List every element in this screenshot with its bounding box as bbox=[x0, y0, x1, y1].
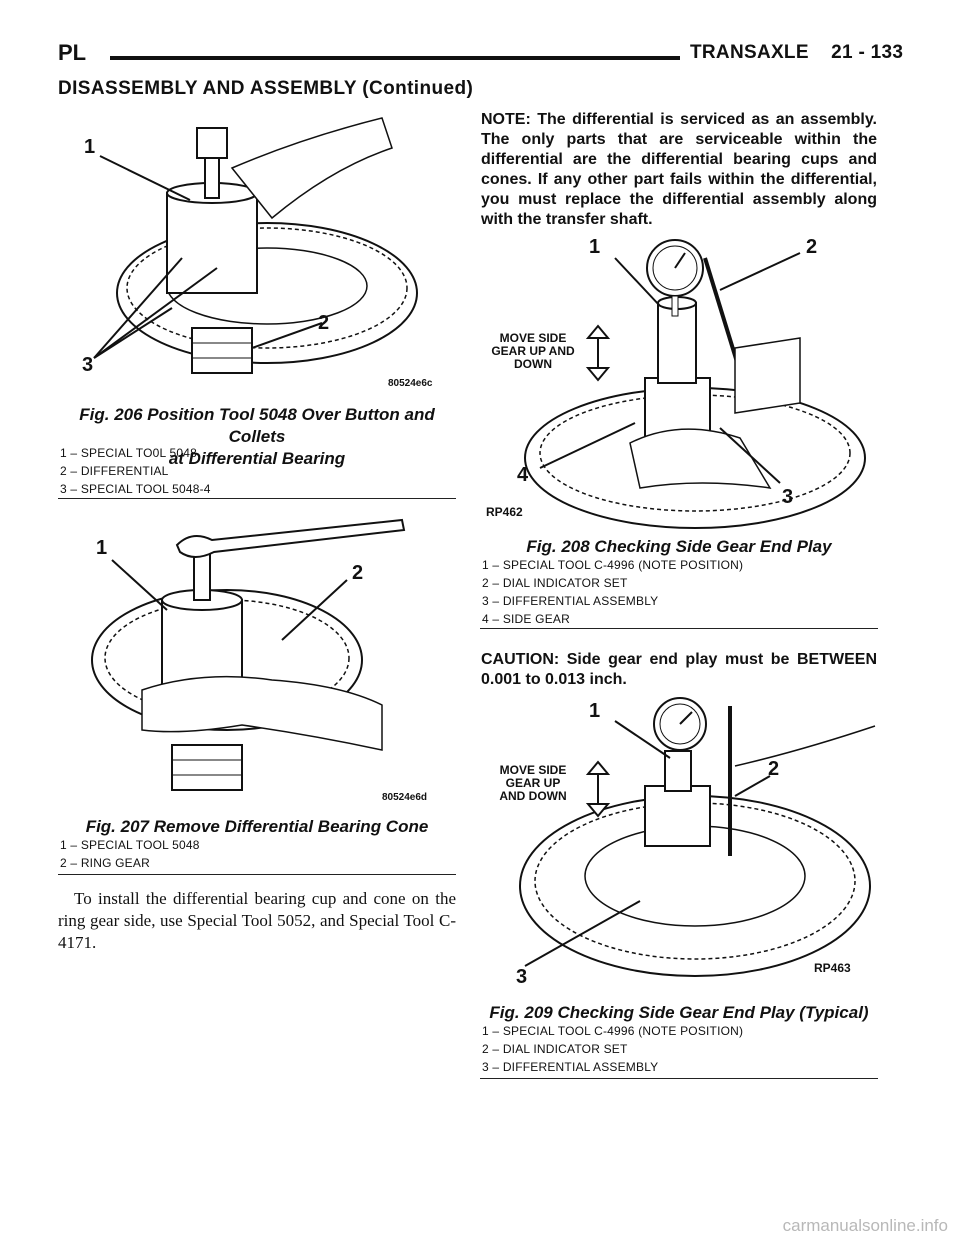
fig206-callout-2: 2 bbox=[318, 312, 330, 334]
fig208-callout-3: 3 bbox=[782, 486, 794, 508]
note-paragraph: NOTE: The differential is serviced as an assembly. The only parts that are serviceable within the differential are the differential bearing cups and cones. If any other part fails within the differential, you must replace the differential assembly along with the transfer shaft. bbox=[481, 111, 877, 228]
fig209-callout-1: 1 bbox=[589, 700, 601, 722]
fig209-annotation-line: GEAR UP bbox=[505, 776, 561, 790]
fig206-code: 80524e6c bbox=[388, 378, 433, 389]
fig206-callout-3: 3 bbox=[82, 354, 94, 376]
fig208-legend-item: 2 – DIAL INDICATOR SET bbox=[482, 576, 628, 590]
fig208-callout-2: 2 bbox=[806, 236, 818, 258]
fig208-code: RP462 bbox=[486, 505, 523, 519]
fig206-legend-item: 1 – SPECIAL TO0L 5048 bbox=[60, 446, 197, 460]
fig206-caption-line2: at Differential Bearing bbox=[168, 449, 346, 468]
fig209-callout-3: 3 bbox=[516, 966, 528, 988]
header-rule bbox=[110, 56, 680, 60]
fig208-legend-item: 4 – SIDE GEAR bbox=[482, 612, 570, 626]
header-left-label: PL bbox=[58, 40, 87, 65]
fig208-illustration bbox=[480, 228, 880, 528]
fig209-legend-item: 2 – DIAL INDICATOR SET bbox=[482, 1042, 628, 1056]
fig206-legend-item: 3 – SPECIAL TOOL 5048-4 bbox=[60, 482, 211, 496]
fig209-code: RP463 bbox=[814, 961, 851, 975]
fig206-callout-1: 1 bbox=[84, 136, 96, 158]
fig209-annotation-line: MOVE SIDE bbox=[499, 763, 567, 777]
fig207-illustration bbox=[82, 520, 442, 805]
fig209-caption: Fig. 209 Checking Side Gear End Play (Typical) bbox=[489, 1003, 869, 1022]
fig208-annotation-line: GEAR UP AND bbox=[491, 344, 575, 358]
fig207-code: 80524e6d bbox=[382, 792, 428, 803]
fig207-legend-item: 2 – RING GEAR bbox=[60, 856, 150, 870]
fig209-illustration bbox=[480, 696, 880, 996]
section-title: DISASSEMBLY AND ASSEMBLY (Continued) bbox=[58, 78, 474, 99]
page-number: 21 - 133 bbox=[831, 42, 904, 63]
fig206-caption-line1: Fig. 206 Position Tool 5048 Over Button and Collets bbox=[79, 405, 435, 446]
fig209-legend-item: 1 – SPECIAL TOOL C-4996 (NOTE POSITION) bbox=[482, 1024, 744, 1038]
fig207-legend-item: 1 – SPECIAL TOOL 5048 bbox=[60, 838, 200, 852]
fig207-rule bbox=[58, 874, 456, 875]
fig208-legend-item: 3 – DIFFERENTIAL ASSEMBLY bbox=[482, 594, 659, 608]
fig206-rule bbox=[58, 498, 456, 499]
fig208-legend bbox=[482, 556, 743, 628]
fig206-legend bbox=[60, 444, 211, 498]
fig207-callout-2: 2 bbox=[352, 562, 364, 584]
header-right bbox=[690, 42, 903, 64]
fig209-legend bbox=[482, 1022, 743, 1076]
fig208-annotation-line: MOVE SIDE bbox=[499, 331, 567, 345]
fig206-illustration bbox=[72, 108, 452, 398]
caution-paragraph: CAUTION: Side gear end play must be BETWEEN 0.001 to 0.013 inch. bbox=[481, 651, 877, 688]
fig207-legend bbox=[60, 836, 200, 872]
header-section: TRANSAXLE bbox=[690, 42, 809, 63]
install-paragraph: To install the differential bearing cup and cone on the ring gear side, use Special Tool 5052, and Special Tool C-4171. bbox=[58, 889, 456, 952]
fig208-callout-4: 4 bbox=[517, 464, 529, 486]
fig207-callout-1: 1 bbox=[96, 537, 108, 559]
fig208-rule bbox=[480, 628, 878, 629]
fig209-legend-item: 3 – DIFFERENTIAL ASSEMBLY bbox=[482, 1060, 659, 1074]
watermark: carmanualsonline.info bbox=[782, 1216, 948, 1235]
fig208-legend-item: 1 – SPECIAL TOOL C-4996 (NOTE POSITION) bbox=[482, 558, 744, 572]
fig208-annotation bbox=[481, 332, 585, 371]
fig209-rule bbox=[480, 1078, 878, 1079]
fig209-annotation bbox=[481, 764, 585, 803]
fig207-caption: Fig. 207 Remove Differential Bearing Cone bbox=[85, 817, 429, 836]
fig208-callout-1: 1 bbox=[589, 236, 601, 258]
fig206-legend-item: 2 – DIFFERENTIAL bbox=[60, 464, 169, 478]
fig208-caption: Fig. 208 Checking Side Gear End Play bbox=[526, 537, 832, 556]
fig208-annotation-line: DOWN bbox=[514, 357, 552, 371]
fig209-annotation-line: AND DOWN bbox=[499, 789, 567, 803]
fig209-callout-2: 2 bbox=[768, 758, 780, 780]
